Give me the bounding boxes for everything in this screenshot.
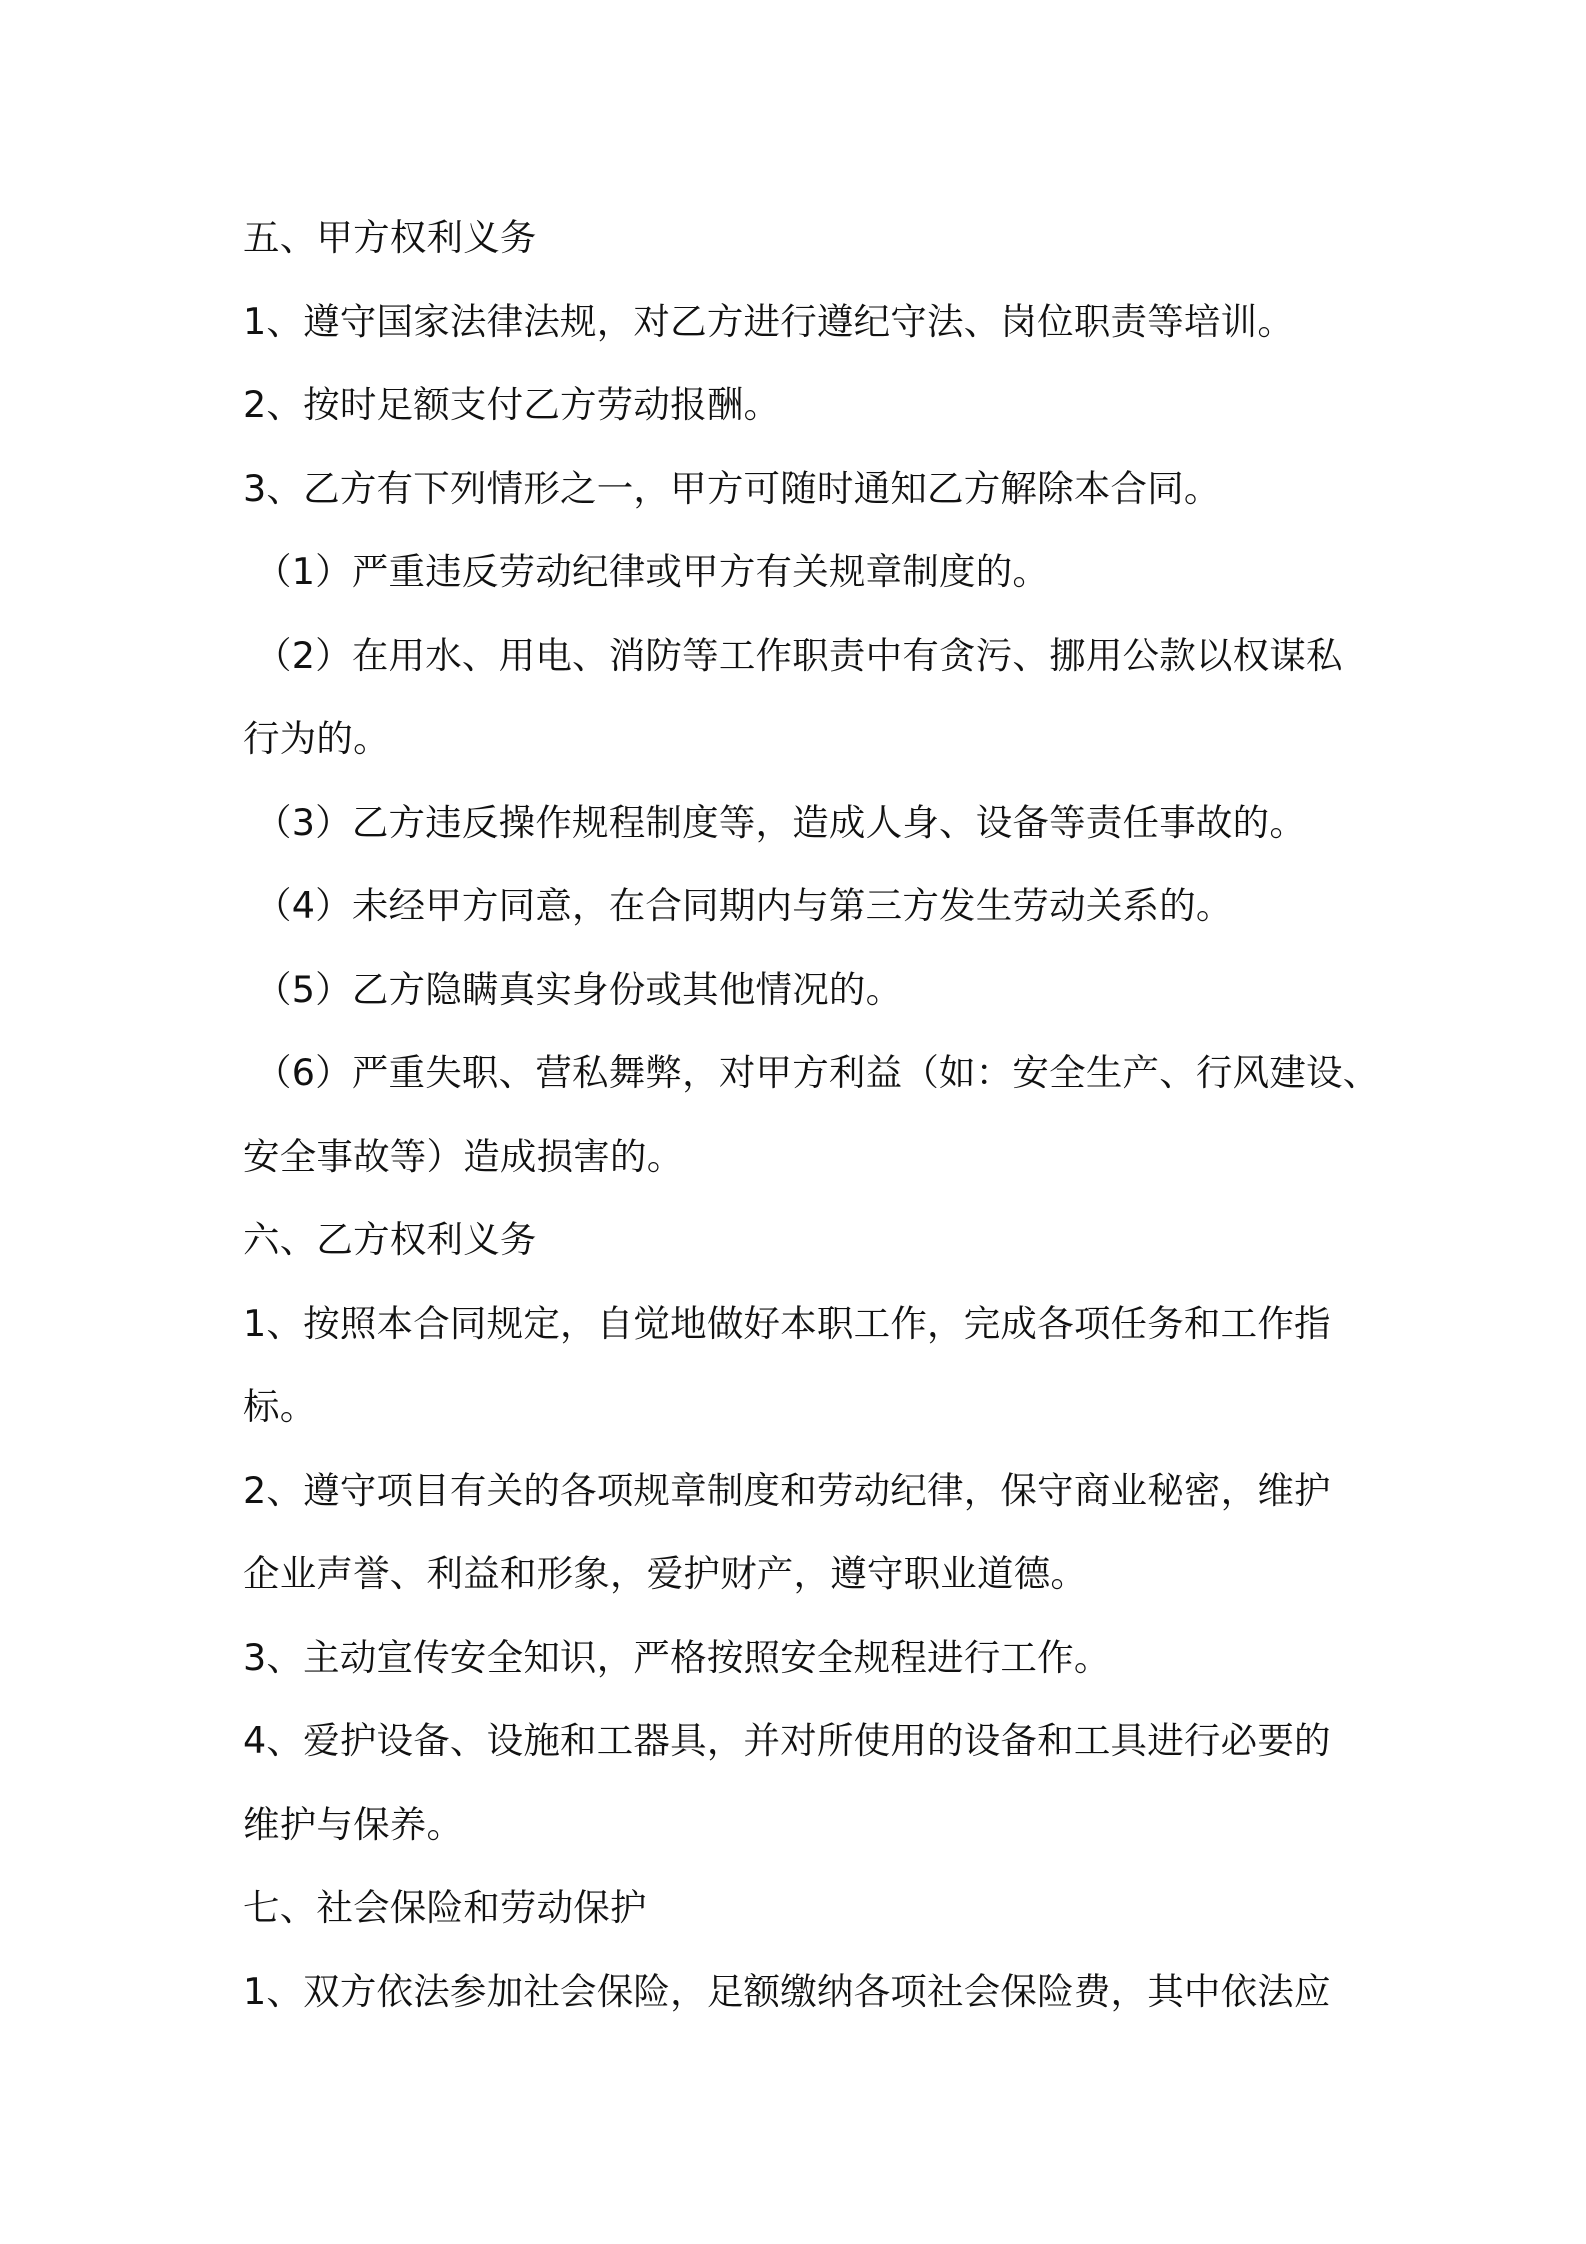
document-body xyxy=(243,196,1380,2033)
section-heading-social-insurance: 七、社会保险和劳动保护 xyxy=(243,1886,647,1929)
list-item-line: （2）在用水、用电、消防等工作职责中有贪污、挪用公款以权谋私 xyxy=(255,633,1343,677)
paragraph-line: 2、按时足额支付乙方劳动报酬。 xyxy=(243,383,781,426)
list-item-line: （4）未经甲方同意，在合同期内与第三方发生劳动关系的。 xyxy=(255,884,1233,927)
paragraph-line: 1、遵守国家法律法规，对乙方进行遵纪守法、岗位职责等培训。 xyxy=(243,299,1295,343)
list-item-line: （6）严重失职、营私舞弊，对甲方利益（如：安全生产、行风建设、 xyxy=(255,1051,1380,1094)
paragraph-line: 2、遵守项目有关的各项规章制度和劳动纪律，保守商业秘密，维护 xyxy=(243,1468,1331,1512)
section-heading-party-a: 五、甲方权利义务 xyxy=(243,216,537,259)
section-heading-party-b: 六、乙方权利义务 xyxy=(243,1218,537,1261)
paragraph-line: 行为的。 xyxy=(243,717,390,760)
paragraph-line: 维护与保养。 xyxy=(243,1802,464,1846)
paragraph-line: 企业声誉、利益和形象，爱护财产，遵守职业道德。 xyxy=(243,1552,1088,1595)
paragraph-line: 3、主动宣传安全知识，严格按照安全规程进行工作。 xyxy=(243,1635,1111,1679)
paragraph-line: 标。 xyxy=(243,1385,317,1428)
paragraph-line: 3、乙方有下列情形之一，甲方可随时通知乙方解除本合同。 xyxy=(243,466,1221,510)
list-item-line: （3）乙方违反操作规程制度等，造成人身、设备等责任事故的。 xyxy=(255,800,1307,844)
paragraph-line: 1、双方依法参加社会保险，足额缴纳各项社会保险费，其中依法应 xyxy=(243,1969,1331,2013)
paragraph-line: 安全事故等）造成损害的。 xyxy=(243,1134,684,1178)
list-item-line: （5）乙方隐瞒真实身份或其他情况的。 xyxy=(255,967,903,1011)
list-item-line: （1）严重违反劳动纪律或甲方有关规章制度的。 xyxy=(255,550,1050,593)
paragraph-line: 4、爱护设备、设施和工器具，并对所使用的设备和工具进行必要的 xyxy=(243,1719,1331,1762)
paragraph-line: 1、按照本合同规定，自觉地做好本职工作，完成各项任务和工作指 xyxy=(243,1301,1331,1345)
